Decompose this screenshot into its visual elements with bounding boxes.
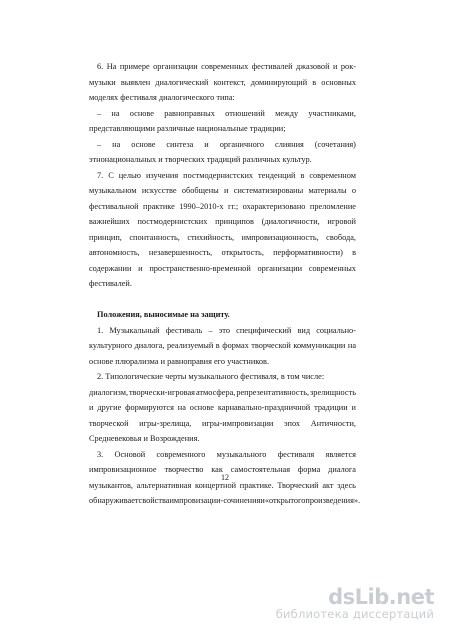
text-line: принцип, спонтанность, стихийность, импровизационность, свобода,	[89, 232, 356, 242]
section-heading: Положения, выносимые на защиту.	[97, 310, 230, 319]
text-line: импровизационное творчество как самостоятельная форма диалога	[89, 465, 356, 474]
text-line: – на основе равноправных отношений между участниками,	[97, 108, 356, 118]
watermark-logo: dsLib.net	[328, 585, 434, 609]
text-line: автономность, незавершенность, открытость, перформативности) в	[89, 248, 356, 257]
text-line: моделях фестиваля диалогического типа:	[89, 93, 235, 102]
page-number: 12	[221, 473, 229, 482]
text-line: культурного диалога, реализуемый в формах творческой коммуникации на	[89, 341, 356, 350]
text-line: важнейших постмодернистских принципов (диалогичности, игровой	[89, 217, 356, 226]
text-line: фестивальной практике 1990–2010-х гг.; охарактеризовано преломление	[89, 201, 356, 211]
text-line: представляющими различные национальные традиции;	[89, 124, 286, 133]
text-line: 2. Типологические черты музыкального фестиваля, в том числе:	[97, 372, 325, 381]
watermark	[276, 586, 434, 621]
text-line: основе плюрализма и равноправия его участников.	[89, 356, 270, 366]
text-line: – на основе синтеза и органичного слияния (сочетания)	[97, 139, 356, 149]
text-line: музыкантов, альтернативная концертной практике. Творческий акт здесь	[89, 480, 356, 490]
text-line: 6. На примере организации современных фестивалей джазовой и рок-	[97, 62, 356, 71]
text-line: фестивалей.	[89, 279, 132, 288]
text-line: и другие формируются на основе карнавально-праздничной традиции и	[89, 403, 356, 412]
text-line: Средневековья и Возрождения.	[89, 434, 200, 443]
text-line: диалогизм, творчески-игровая атмосфера, репрезентативность, зрелищность	[89, 387, 356, 397]
text-line: этнонациональных и творческих традиций различных культур.	[89, 155, 312, 164]
text-line: обнаруживает свойства импровизации-сочинения и «открытого произведения».	[89, 496, 361, 505]
text-line: музыки выявлен диалогический контекст, доминирующий в основных	[89, 77, 356, 87]
text-line: 1. Музыкальный фестиваль – это специфический вид социально-	[97, 325, 356, 335]
text-line: 3. Основой современного музыкального фестиваля является	[97, 449, 356, 459]
text-line: 7. С целью изучения постмодернистских тенденций в современном	[97, 170, 356, 180]
text-line: содержании и пространственно-временной организации современных	[89, 263, 356, 273]
watermark-subtitle: библиотека диссертаций	[275, 607, 434, 621]
text-line: музыкальном искусстве обобщены и систематизированы материалы о	[89, 186, 356, 195]
text-line: творческой игры-зрелища, игры-импровизации эпох Античности,	[89, 418, 356, 428]
